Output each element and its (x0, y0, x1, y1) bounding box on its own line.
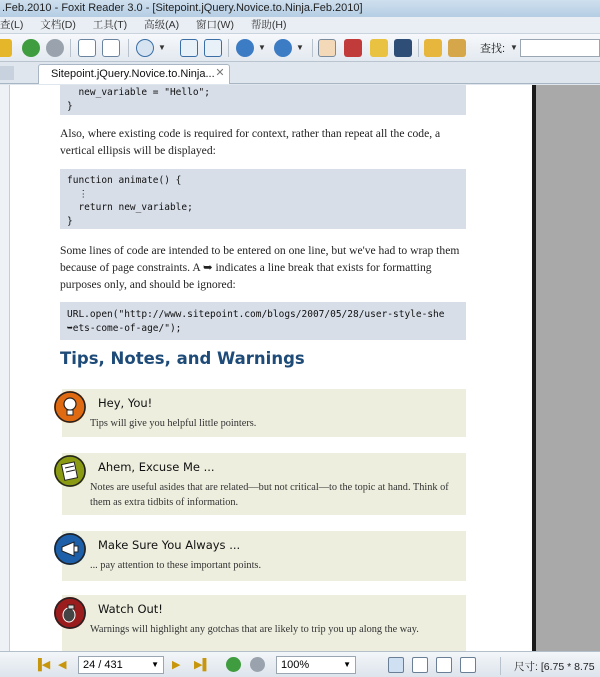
menu-item-view[interactable]: 查(L) (0, 19, 24, 31)
two-page-icon[interactable] (102, 39, 120, 57)
toolbar-separator (70, 39, 71, 57)
notepad-icon (54, 455, 86, 487)
zoom-select[interactable] (276, 656, 356, 674)
status-bar (0, 651, 600, 677)
forward-icon[interactable] (250, 657, 265, 672)
important-text: ... pay attention to these important points. (90, 560, 262, 571)
zoom-value: 100% (281, 659, 310, 671)
camera-icon[interactable] (448, 39, 466, 57)
code-block (60, 85, 466, 115)
code-block (60, 169, 466, 229)
find-input[interactable] (520, 39, 600, 57)
tab-strip (0, 62, 600, 84)
facing-page-icon[interactable] (436, 657, 452, 673)
section-heading: Tips, Notes, and Warnings (60, 349, 305, 368)
chevron-down-icon[interactable]: ▼ (258, 43, 266, 52)
toolbar-separator (128, 39, 129, 57)
toolbar (0, 34, 600, 62)
page-edge (532, 85, 536, 651)
zoom-out-icon[interactable] (236, 39, 254, 57)
tab-document[interactable] (38, 64, 230, 84)
warning-text: Warnings will highlight any gotchas that are likely to trip you up along the way. (90, 624, 419, 635)
chevron-down-icon[interactable]: ▼ (510, 43, 518, 52)
menu-item-help[interactable]: 帮助(H) (250, 19, 287, 31)
zoom-in-icon[interactable] (136, 39, 154, 57)
menu-item-advanced[interactable]: 高级(A) (144, 19, 180, 31)
first-page-icon[interactable]: ▐◀ (34, 659, 51, 671)
megaphone-icon (54, 533, 86, 565)
chevron-down-icon[interactable]: ▼ (151, 660, 159, 669)
grenade-icon (54, 597, 86, 629)
menu-item-tools[interactable]: 工具(T) (92, 19, 128, 31)
forward-icon[interactable] (46, 39, 64, 57)
window-title: .Feb.2010 - Foxit Reader 3.0 - [Sitepoint.jQuery.Novice.to.Ninja.Feb.2010] (2, 2, 363, 14)
important-box (62, 531, 466, 581)
forward-arrow-icon[interactable] (0, 39, 12, 57)
menu-item-document[interactable]: 文档(D) (40, 19, 76, 31)
tip-text: Tips will give you helpful little pointers. (90, 418, 257, 429)
warning-title: Watch Out! (98, 602, 163, 616)
note-title: Ahem, Excuse Me ... (98, 460, 215, 474)
binoculars-icon[interactable] (394, 39, 412, 57)
fit-page-icon[interactable] (180, 39, 198, 57)
continuous-page-icon[interactable] (412, 657, 428, 673)
lightbulb-icon (54, 391, 86, 423)
important-title: Make Sure You Always ... (98, 538, 241, 552)
page-number-value: 24 / 431 (83, 659, 123, 671)
warning-box (62, 595, 466, 651)
paragraph: Some lines of code are intended to be entered on one line, but we've had to wrap them because of page constraints. A ➥ indicates a line break that exists for formatting purposes only, and should be ignored: (60, 244, 460, 291)
toolbar-separator (228, 39, 229, 57)
select-arrow-icon[interactable] (370, 39, 388, 57)
title-bar (0, 0, 600, 17)
back-icon[interactable] (22, 39, 40, 57)
text-tool-icon[interactable] (424, 39, 442, 57)
note-text: Notes are useful asides that are related—but not critical—to the topic at hand. Think of them as extra tidbits of information. (90, 482, 449, 508)
find-label: 查找: (480, 43, 506, 55)
back-icon[interactable] (226, 657, 241, 672)
menu-item-window[interactable]: 窗口(W) (196, 19, 234, 31)
zoom-in-plus-icon[interactable] (274, 39, 292, 57)
status-separator (500, 657, 501, 675)
close-icon[interactable]: ✕ (215, 67, 225, 79)
menu-bar (0, 17, 600, 34)
hand-tool-icon[interactable] (318, 39, 336, 57)
code-text: new_variable = "Hello"; } (67, 87, 210, 112)
chevron-down-icon[interactable]: ▼ (296, 43, 304, 52)
previous-page-icon[interactable]: ◀ (58, 659, 67, 671)
page-size-label: 尺寸: [6.75 * 8.75 (514, 661, 595, 673)
continuous-facing-icon[interactable] (460, 657, 476, 673)
paragraph: Also, where existing code is required for context, rather than repeat all the code, a vertical ellipsis will be displayed: (60, 127, 441, 157)
code-text: function animate() { ⋮ return new_variable; } (67, 175, 193, 227)
next-page-icon[interactable]: ▶ (172, 659, 181, 671)
chevron-down-icon[interactable]: ▼ (343, 660, 351, 669)
note-box (62, 453, 466, 515)
last-page-icon[interactable]: ▶▌ (194, 659, 211, 671)
single-page-icon[interactable] (388, 657, 404, 673)
code-block (60, 302, 466, 340)
tab-label: Sitepoint.jQuery.Novice.to.Ninja... (51, 68, 215, 80)
tip-title: Hey, You! (98, 396, 153, 410)
code-text: URL.open("http://www.sitepoint.com/blogs/2007/05/28/user-style-she ➥ets-come-of-age/"); (67, 309, 445, 334)
snapshot-icon[interactable] (344, 39, 362, 57)
toolbar-separator (312, 39, 313, 57)
navigation-gutter (0, 85, 10, 651)
tip-box (62, 389, 466, 437)
page-number-field[interactable] (78, 656, 164, 674)
fit-width-icon[interactable] (204, 39, 222, 57)
page-icon[interactable] (78, 39, 96, 57)
toolbar-separator (418, 39, 419, 57)
chevron-down-icon[interactable]: ▼ (158, 43, 166, 52)
tab-scroll-icon[interactable] (0, 66, 14, 80)
pdf-page (10, 85, 532, 651)
